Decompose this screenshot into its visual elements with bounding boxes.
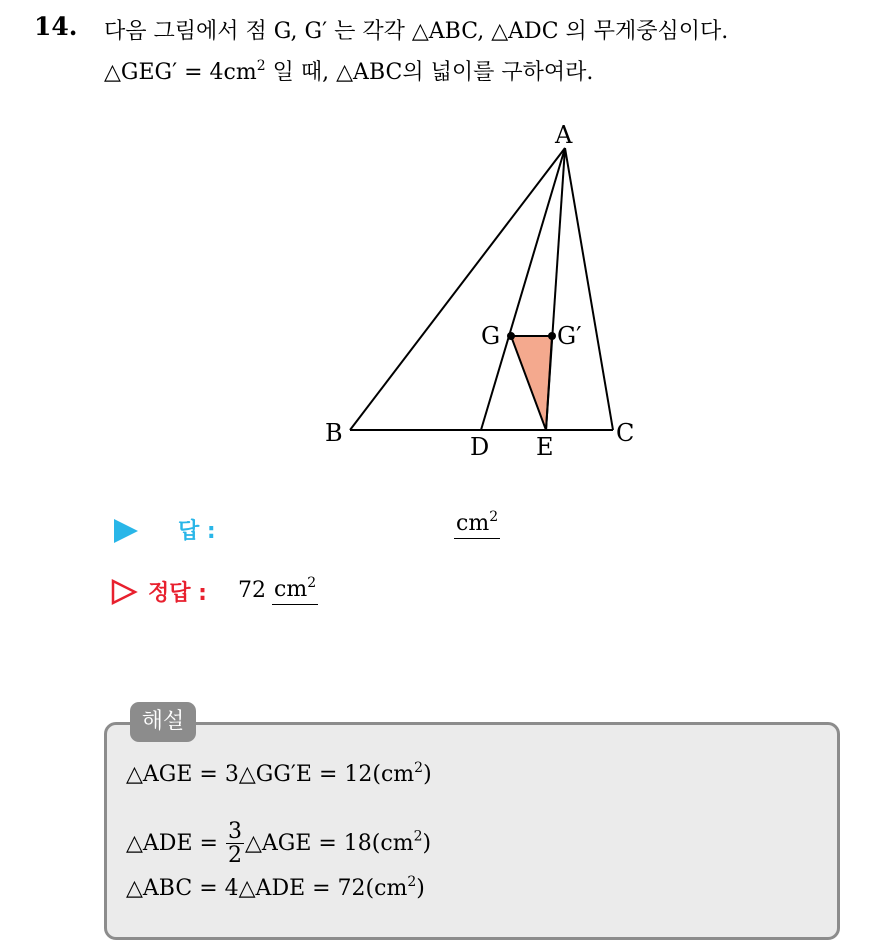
- label-g: G: [481, 322, 501, 350]
- label-b: B: [325, 419, 343, 447]
- segment-ac: [565, 148, 613, 430]
- solution-tab: 해설: [130, 702, 196, 742]
- superscript: 2: [414, 760, 424, 776]
- fraction: [226, 820, 244, 867]
- solution-line-2-mid: △AGE = 18(cm: [244, 831, 414, 857]
- problem-text-line2-start: △GEG′ = 4cm: [104, 60, 257, 85]
- solution-line-3-start: △ABC = 4△ADE = 72(cm: [126, 876, 408, 901]
- correct-answer-label: 정답 :: [148, 581, 207, 606]
- label-d: D: [470, 433, 490, 461]
- answer-row: [108, 510, 608, 550]
- correct-unit-text: cm: [274, 577, 308, 602]
- superscript: 2: [407, 874, 417, 890]
- answer-unit[interactable]: [454, 509, 500, 539]
- fraction-denominator: 2: [227, 843, 242, 869]
- play-triangle-icon: [112, 517, 140, 545]
- answer-unit-text: cm: [456, 511, 490, 536]
- solution-line-3-end: ): [416, 876, 425, 901]
- solution-line-1: [126, 762, 432, 787]
- problem-number: 14.: [34, 12, 78, 41]
- solution-line-1-end: ): [423, 762, 432, 787]
- solution-line-1-start: △AGE = 3△GG′E = 12(cm: [126, 762, 415, 787]
- correct-answer-value: 72: [238, 578, 266, 603]
- segment-ad: [481, 148, 565, 430]
- solution-line-3: [126, 876, 425, 901]
- solution-line-2-start: △ADE =: [126, 831, 225, 857]
- superscript: 2: [413, 828, 423, 845]
- label-e: E: [536, 433, 554, 461]
- point-g: [507, 332, 515, 340]
- solution-line-2-end: ): [422, 831, 432, 857]
- problem-text-line2-end: 일 때, △ABC의 넓이를 구하여라.: [265, 60, 594, 85]
- correct-answer-row: [108, 572, 608, 612]
- superscript: 2: [256, 58, 266, 74]
- solution-line-2: [126, 820, 431, 867]
- label-a: A: [555, 121, 573, 149]
- shaded-triangle-geg: [511, 336, 552, 430]
- point-g-prime: [548, 332, 556, 340]
- answer-label: 답 :: [178, 519, 216, 544]
- label-g-prime: G′: [557, 322, 582, 350]
- answer-unit-superscript: 2: [489, 509, 499, 525]
- correct-unit-superscript: 2: [307, 575, 317, 591]
- correct-answer-unit: [272, 575, 318, 605]
- problem-text-line1: 다음 그림에서 점 G, G′ 는 각각 △ABC, △ADC 의 무게중심이다.: [104, 19, 729, 44]
- outline-triangle-icon: [110, 578, 138, 606]
- segment-ae: [546, 148, 565, 430]
- fraction-numerator: 3: [227, 819, 242, 844]
- label-c: C: [616, 419, 635, 447]
